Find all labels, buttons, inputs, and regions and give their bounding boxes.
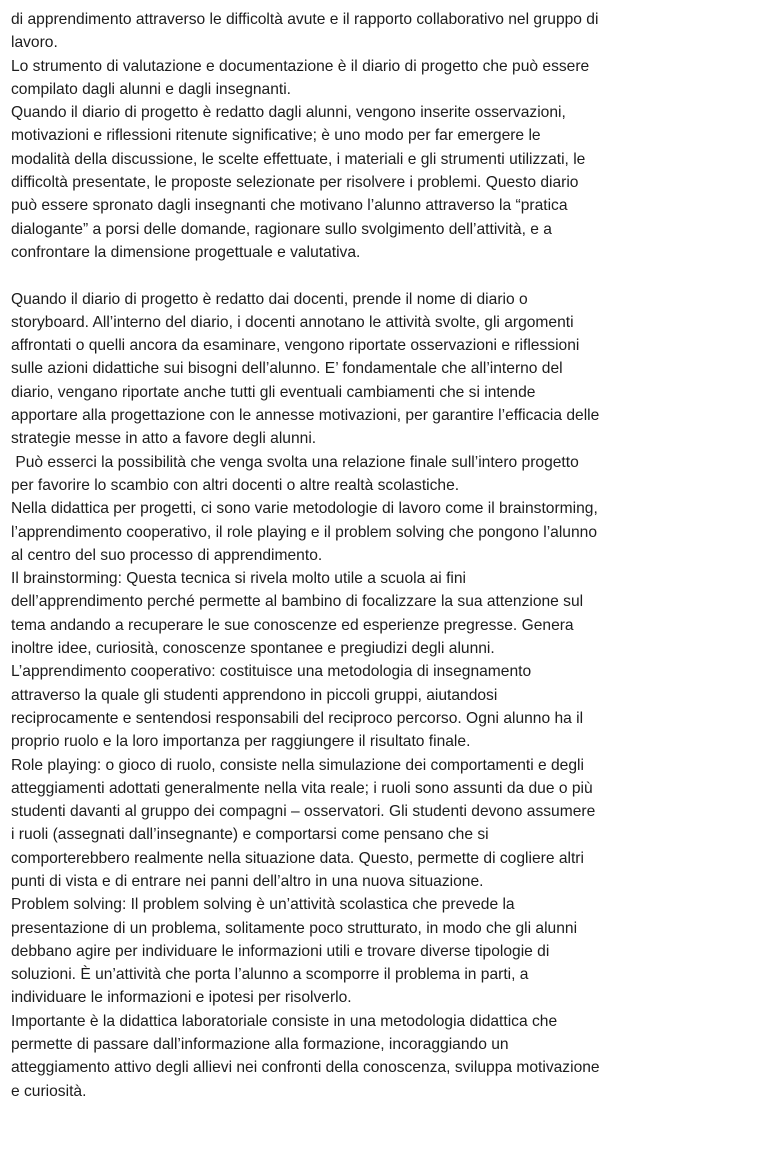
text-line: affrontati o quelli ancora da esaminare, vengono riportate osservazioni e riflessioni [11,337,580,355]
text-line: Nella didattica per progetti, ci sono varie metodologie di lavoro come il brainstorming, [11,500,598,518]
text-line: attraverso la quale gli studenti apprendono in piccoli gruppi, aiutandosi [11,686,498,704]
text-line: punti di vista e di entrare nei panni dell’altro in una nuova situazione. [11,872,484,890]
text-line: apportare alla progettazione con le annesse motivazioni, per garantire l’efficacia delle [11,407,600,425]
text-line: reciprocamente e sentendosi responsabili del reciproco percorso. Ogni alunno ha il [11,709,584,727]
text-line: tema andando a recuperare le sue conoscenze ed esperienze pregresse. Genera [11,616,574,634]
text-line: Importante è la didattica laboratoriale consiste in una metodologia didattica che [11,1012,558,1030]
text-line: lavoro. [11,34,58,52]
text-line: presentazione di un problema, solitamente poco strutturato, in modo che gli alunni [11,919,578,937]
text-line: strategie messe in atto a favore degli alunni. [11,430,317,448]
text-line: di apprendimento attraverso le difficoltà avute e il rapporto collaborativo nel gruppo di [11,11,599,28]
text-line: e curiosità. [11,1082,87,1100]
text-line: per favorire lo scambio con altri docenti o altre realtà scolastiche. [11,476,460,494]
text-line: individuare le informazioni e ipotesi per risolverlo. [11,989,352,1007]
text-line: l’apprendimento cooperativo, il role playing e il problem solving che pongono l’alunno [11,523,597,541]
text-line: Lo strumento di valutazione e documentazione è il diario di progetto che può essere [11,57,590,75]
paragraph-gap [11,264,775,287]
text-line: Il brainstorming: Questa tecnica si rivela molto utile a scuola ai fini [11,570,467,588]
text-line: sulle azioni didattiche sui bisogni dell’alunno. E’ fondamentale che all’interno del [11,360,563,378]
text-line: Può esserci la possibilità che venga svolta una relazione finale sull’intero progetto [11,453,579,471]
text-line: L’apprendimento cooperativo: costituisce una metodologia di insegnamento [11,663,532,681]
text-line: modalità della discussione, le scelte effettuate, i materiali e gli strumenti utilizzati, le [11,150,586,168]
text-line: al centro del suo processo di apprendimento. [11,546,323,564]
text-line: compilato dagli alunni e dagli insegnanti. [11,80,292,98]
text-line: debbano agire per individuare le informazioni utili e trovare diverse tipologie di [11,942,550,960]
text-line: comporterebbero realmente nella situazione data. Questo, permette di cogliere altri [11,849,584,867]
text-line: può essere spronato dagli insegnanti che motivano l’alunno attraverso la “pratica [11,197,568,215]
text-line: dialogante” a porsi delle domande, ragionare sullo svolgimento dell’attività, e a [11,220,552,238]
text-line: i ruoli (assegnati dall’insegnante) e comportarsi come pensano che si [11,826,489,844]
text-line: permette di passare dall’informazione alla formazione, incoraggiando un [11,1036,509,1054]
text-line: atteggiamenti adottati generalmente nella vita reale; i ruoli sono assunti da due o più [11,779,593,797]
text-line: motivazioni e riflessioni ritenute significative; è uno modo per far emergere le [11,127,541,145]
text-line: dell’apprendimento perché permette al bambino di focalizzare la sua attenzione sul [11,593,584,611]
text-line: Quando il diario di progetto è redatto dai docenti, prende il nome di diario o [11,290,528,308]
text-line: diario, vengano riportate anche tutti gli eventuali cambiamenti che si intende [11,383,536,401]
text-line: confrontare la dimensione progettuale e valutativa. [11,243,361,261]
document-page [11,8,775,1103]
text-line: atteggiamento attivo degli allievi nei confronti della conoscenza, sviluppa motivazione [11,1059,600,1077]
text-line: inoltre idee, curiosità, conoscenze spontanee e pregiudizi degli alunni. [11,640,495,658]
text-line: soluzioni. È un’attività che porta l’alunno a scomporre il problema in parti, a [11,966,529,984]
text-line: proprio ruolo e la loro importanza per raggiungere il risultato finale. [11,733,471,751]
text-line: Role playing: o gioco di ruolo, consiste nella simulazione dei comportamenti e degli [11,756,584,774]
text-line: difficoltà presentate, le proposte selezionate per risolvere i problemi. Questo diario [11,174,579,192]
text-line: studenti davanti al gruppo dei compagni – osservatori. Gli studenti devono assumere [11,803,596,821]
text-line: storyboard. All’interno del diario, i docenti annotano le attività svolte, gli argomenti [11,313,574,331]
text-line: Quando il diario di progetto è redatto dagli alunni, vengono inserite osservazioni, [11,104,566,122]
text-line: Problem solving: Il problem solving è un’attività scolastica che prevede la [11,896,515,914]
